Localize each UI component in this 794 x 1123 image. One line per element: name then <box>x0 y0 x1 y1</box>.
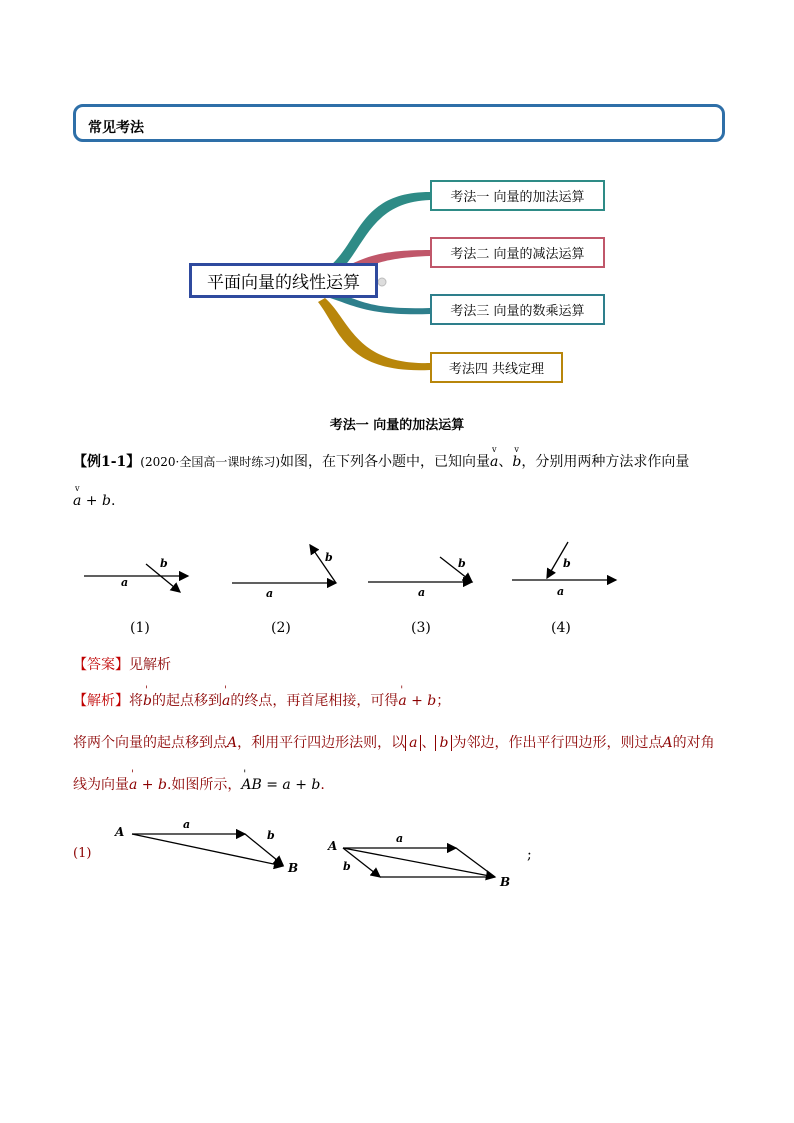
fig2-label-b: b <box>325 551 333 564</box>
analysis-l3-c: . <box>320 777 325 793</box>
mindmap-center: 平面向量的线性运算 <box>189 263 378 298</box>
sol-tri-point-b: B <box>288 861 299 875</box>
analysis-l2-d: 的对角 <box>672 735 715 751</box>
fig1-label-b: b <box>160 557 168 570</box>
example-source: (2020·全国高一课时练习) <box>140 455 281 469</box>
example-text-1: 如图，在下列各小题中，已知向量 <box>280 454 491 470</box>
sol-tri-point-a: A <box>115 825 125 839</box>
analysis-l1-e: 的终点，再首尾相接，可得 <box>230 693 399 709</box>
analysis-line-3 <box>73 774 325 794</box>
analysis-l1-vec-b: ' b <box>143 693 152 709</box>
fig1-label-a: a <box>121 576 129 589</box>
sol-par-point-b: B <box>500 875 511 889</box>
analysis-l2-vec-b: b <box>439 735 449 751</box>
analysis-l1-vec-a: ' a <box>222 693 230 709</box>
figure-caption-2: (2) <box>271 620 291 636</box>
solution-label: (1) <box>73 846 92 861</box>
figure-caption-4: (4) <box>551 620 571 636</box>
mindmap-node-4: 考法四 共线定理 <box>430 352 563 383</box>
solution-figure <box>110 815 530 895</box>
fig4-label-b: b <box>563 557 571 570</box>
solution-tail: ; <box>527 847 532 863</box>
section-box <box>73 104 725 142</box>
analysis-l2-sep: 、 <box>421 735 436 751</box>
method-heading: 考法一 向量的加法运算 <box>329 418 465 433</box>
sol-par-point-a: A <box>328 839 338 853</box>
fig3-vector-b <box>440 557 472 582</box>
sol-par-diagonal <box>343 848 495 877</box>
example-line-2 <box>73 493 115 509</box>
analysis-l2-a: 将两个向量的起点移到点 <box>73 735 227 751</box>
analysis-tag: 【解析】 <box>73 693 129 709</box>
figure-caption-3: (3) <box>411 620 431 636</box>
fig3-label-b: b <box>458 557 466 570</box>
analysis-l2-vec-a: a <box>409 735 418 751</box>
example-line-1 <box>73 451 689 471</box>
analysis-l3-sum: ' a + b <box>129 777 167 793</box>
analysis-l2-point-a2: A <box>662 735 673 751</box>
vec-a: v a <box>490 454 498 470</box>
figure-caption-1: (1) <box>130 620 150 636</box>
answer-line <box>73 654 171 674</box>
mindmap-knob <box>378 278 386 286</box>
analysis-l2-point-a: A <box>227 735 238 751</box>
section-title: 常见考法 <box>88 120 144 136</box>
answer-text: 见解析 <box>129 657 171 673</box>
mindmap-node-3: 考法三 向量的数乘运算 <box>430 294 605 325</box>
analysis-line-2 <box>73 732 715 752</box>
analysis-l1-c: 的起点移到 <box>151 693 222 709</box>
example-text-2: ，分别用两种方法求作向量 <box>521 454 690 470</box>
fig4-label-a: a <box>557 585 565 598</box>
sol-tri-label-b: b <box>267 829 275 842</box>
example-period: . <box>110 493 116 509</box>
analysis-line-1 <box>73 690 450 710</box>
sol-par-label-b: b <box>343 860 351 873</box>
analysis-l2-b: ，利用平行四边形法则，以 <box>237 735 406 751</box>
analysis-l1-a: 将 <box>129 693 143 709</box>
example-tag: 【例1-1】 <box>73 454 141 470</box>
analysis-l3-b: .如图所示， <box>166 777 242 793</box>
example-sum: v a + b <box>73 493 111 509</box>
analysis-l1-g: ； <box>436 693 451 709</box>
mindmap-branches <box>0 170 794 390</box>
answer-tag: 【答案】 <box>73 657 129 673</box>
fig2-label-a: a <box>266 587 274 600</box>
example-figures <box>70 535 640 610</box>
sol-par-label-a: a <box>396 832 404 845</box>
fig3-label-a: a <box>418 586 426 599</box>
example-sep: 、 <box>498 454 513 470</box>
sol-tri-sum <box>132 834 283 866</box>
sol-tri-vector-b <box>245 834 283 865</box>
analysis-l3-equation: ' AB = a + b <box>241 777 320 793</box>
analysis-l1-sum: ' a + b <box>398 693 436 709</box>
sol-tri-label-a: a <box>183 818 191 831</box>
analysis-l2-c: 为邻边，作出平行四边形，则过点 <box>452 735 663 751</box>
analysis-l3-a: 线为向量 <box>73 777 129 793</box>
vec-b: v b <box>512 454 521 470</box>
mindmap-node-2: 考法二 向量的减法运算 <box>430 237 605 268</box>
mindmap-node-1: 考法一 向量的加法运算 <box>430 180 605 211</box>
